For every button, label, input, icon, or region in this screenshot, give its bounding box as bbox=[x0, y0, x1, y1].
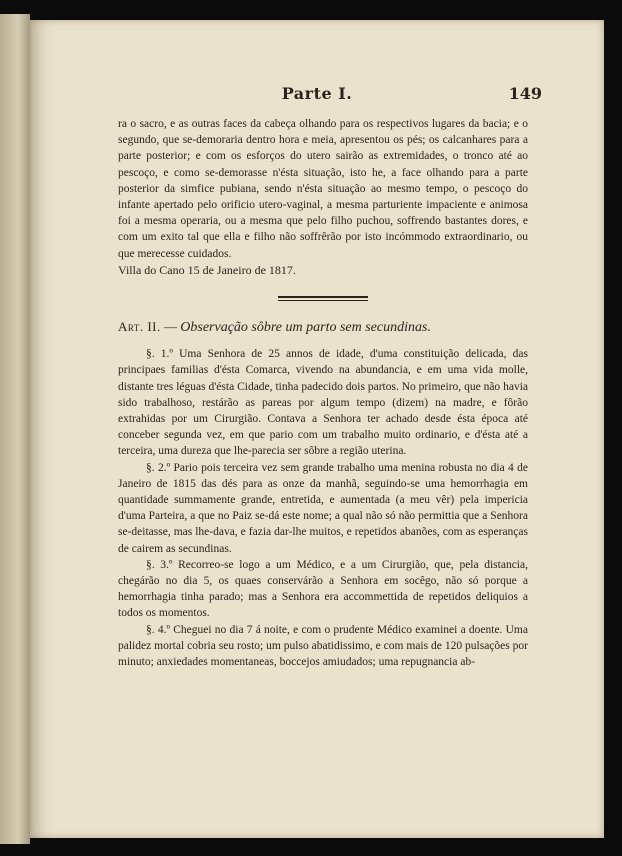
section-4: §. 4.º Cheguei no dia 7 á noite, e com o prudente Médico examinei a doente. Uma palidez mortal cobria seu rosto; um pulso abatidissimo, e com mais de 120 pulsações por minuto; anxiedades momentaneas, boccejos amiudados; uma repugnancia ab- bbox=[118, 623, 528, 669]
section-2: §. 2.º Pario pois terceira vez sem grande trabalho uma menina robusta no dia 4 de Janeiro de 1815 das dés para as onze da manhã, seguindo-se uma hemorrhagia em quantidade summamente grande, entretida, e aumentada (a meu vêr) pela impericia d'uma Parteira, a que no Paiz se-dá este nome; a qual não só não permittia que a Senhora se-deitasse, mas lhe-dava, e fazia dar-lhe muitos, e repetidos abanões, com as esperanças de cairem as secundinas. bbox=[118, 461, 528, 555]
article-dash: — bbox=[164, 319, 178, 335]
article-title: Observação sôbre um parto sem secundinas. bbox=[180, 320, 431, 336]
running-head: Parte I. bbox=[281, 84, 353, 103]
section-1: §. 1.º Uma Senhora de 25 annos de idade, d'uma constituição delicada, das principaes familias d'ésta Comarca, vivendo na abundancia, e em uma vida molle, distante tres léguas d'ésta Cidade, tinha padecido dois partos. No primeiro, que não havia sido trabalhoso, restárão as pareas por algum tempo (dizem) na madre, e fôrão extrahidas por um Cirurgião. Contava a Senhora ter achado desde ésta época até conceber segunda vez, em que pario com um trabalho muito ordinario, e d'ésta até a terceira, uma dureza que lhe-parecia ser sôbre a região uterina. bbox=[118, 348, 528, 458]
page-number: 149 bbox=[508, 84, 542, 103]
opening-paragraph: ra o sacro, e as outras faces da cabeça olhando para os respectivos lugares da bacia; e o segundo, que se-demoraria dentro hora e meia, apresentou os pés; os calcanhares para a parte posterior; e com os esforços do utero sairão as extremidades, o tronco até ao pescoço, e como se-demorasse n'ésta situação, isto he, a face olhando para a parte posterior da simfice pubiana, sendo n'ésta situação ao mesmo tempo, o pescoço do infante apertado pelo orificio utero-vaginal, a mesma parturiente impaciente e animosa foi a mesma operaria, ou a mesma que pelo filho puchou, soffrendo bastantes dores, e com um exito tal que ella e filho não soffrêrão por isto incómmodo extraordinario, ou que merecesse cuidados. bbox=[118, 118, 528, 260]
facing-page-edge bbox=[0, 14, 30, 844]
article-label: Art. II. bbox=[118, 319, 161, 335]
divider-rule-thick bbox=[278, 296, 368, 298]
section-divider bbox=[278, 296, 368, 301]
page-body bbox=[118, 116, 528, 670]
place-date: Villa do Cano 15 de Janeiro de 1817. bbox=[118, 262, 296, 277]
page-header bbox=[30, 84, 604, 110]
book-page bbox=[30, 20, 604, 838]
article-heading bbox=[118, 319, 528, 336]
section-3: §. 3.º Recorreo-se logo a um Médico, e a um Cirurgião, que, pela distancia, chegárão no dia 5, os quaes conservárão a Senhora em socêgo, não só porque a hemorrhagia tinha parado; mas a Senhora era accommettida de repetidos deliquios a todos os momentos. bbox=[118, 558, 528, 620]
divider-rule-thin bbox=[278, 300, 368, 301]
